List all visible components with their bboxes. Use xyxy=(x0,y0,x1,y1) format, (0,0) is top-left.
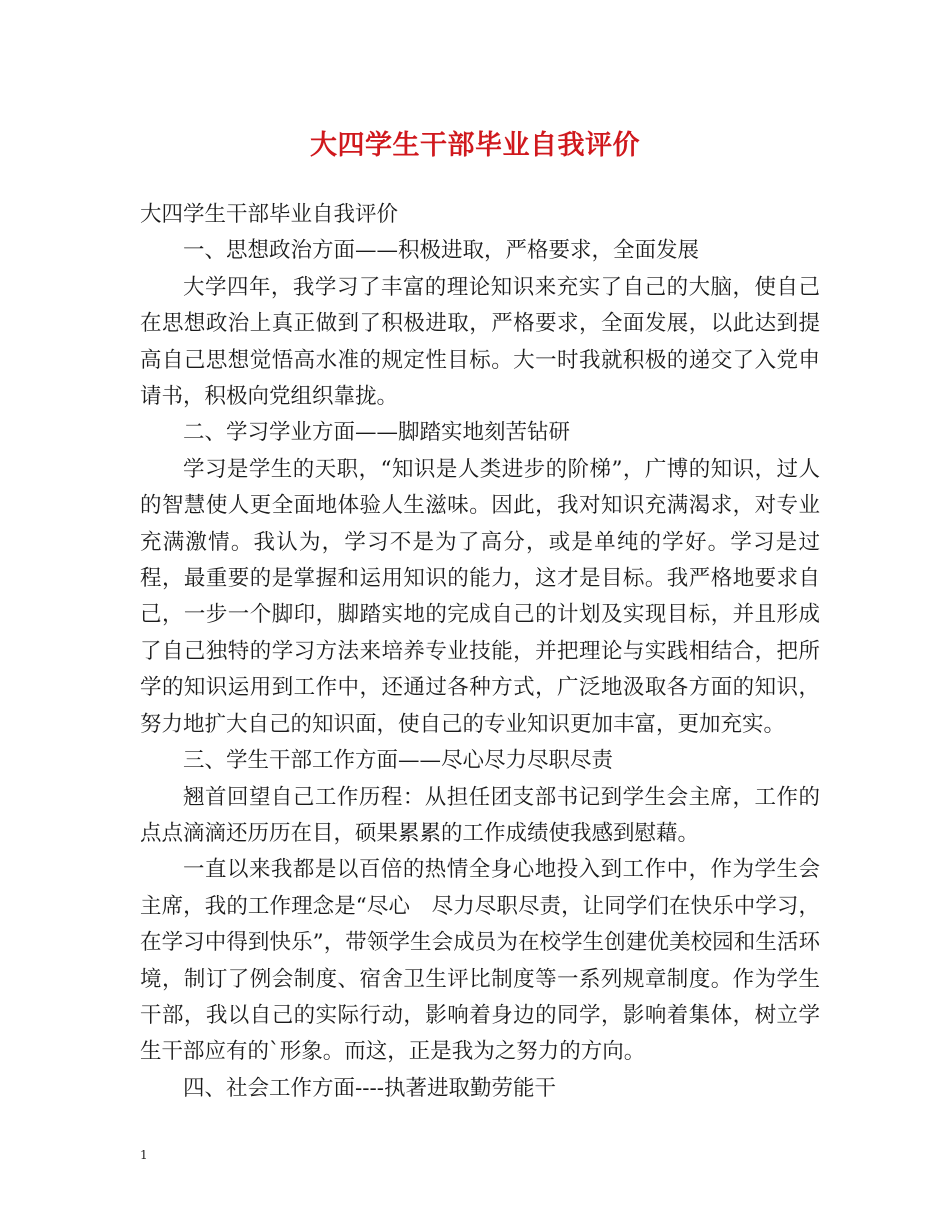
paragraph-cadre-history: 翘首回望自己工作历程：从担任团支部书记到学生会主席，工作的点点滴滴还历历在目，硕果累累的工作成绩使我感到慰藉。 xyxy=(140,784,820,846)
document-body xyxy=(140,197,820,1107)
paragraph-study: 学习是学生的天职，“知识是人类进步的阶梯”，广博的知识，过人的智慧使人更全面地体验人生滋味。因此，我对知识充满渴求，对专业充满激情。我认为，学习不是为了高分，或是单纯的学好。学习是过程，最重要的是掌握和运用知识的能力，这才是目标。我严格地要求自己，一步一个脚印，脚踏实地的完成自己的计划及实现目标，并且形成了自己独特的学习方法来培养专业技能，并把理论与实践相结合，把所学的知识运用到工作中，还通过各种方式，广泛地汲取各方面的知识，努力地扩大自己的知识面，使自己的专业知识更加丰富，更加充实。 xyxy=(140,456,820,737)
section-heading-politics: 一、思想政治方面——积极进取，严格要求，全面发展 xyxy=(183,238,700,264)
body-heading: 大四学生干部毕业自我评价 xyxy=(140,202,399,227)
section-heading-social-work: 四、社会工作方面----执著进取勤劳能干 xyxy=(183,1075,557,1101)
paragraph-politics: 大学四年，我学习了丰富的理论知识来充实了自己的大脑，使自己在思想政治上真正做到了积极进取，严格要求，全面发展，以此达到提高自己思想觉悟高水准的规定性目标。大一时我就积极的递交了入党申请书，积极向党组织靠拢。 xyxy=(140,274,820,410)
document-title: 大四学生干部毕业自我评价 xyxy=(310,130,640,161)
section-heading-study: 二、学习学业方面——脚踏实地刻苦钻研 xyxy=(183,420,571,446)
page-number: 1 xyxy=(140,1148,148,1162)
paragraph-cadre-philosophy: 一直以来我都是以百倍的热情全身心地投入到工作中，作为学生会主席，我的工作理念是“尽心 尽力尽职尽责，让同学们在快乐中学习，在学习中得到快乐”，带领学生会成员为在校学生创建优美校园和生活环境，制订了例会制度、宿舍卫生评比制度等一系列规章制度。作为学生干部，我以自己的实际行动，影响着身边的同学，影响着集体，树立学生干部应有的`形象。而这，正是我为之努力的方向。 xyxy=(140,857,820,1065)
section-heading-cadre-work: 三、学生干部工作方面——尽心尽力尽职尽责 xyxy=(183,748,614,774)
